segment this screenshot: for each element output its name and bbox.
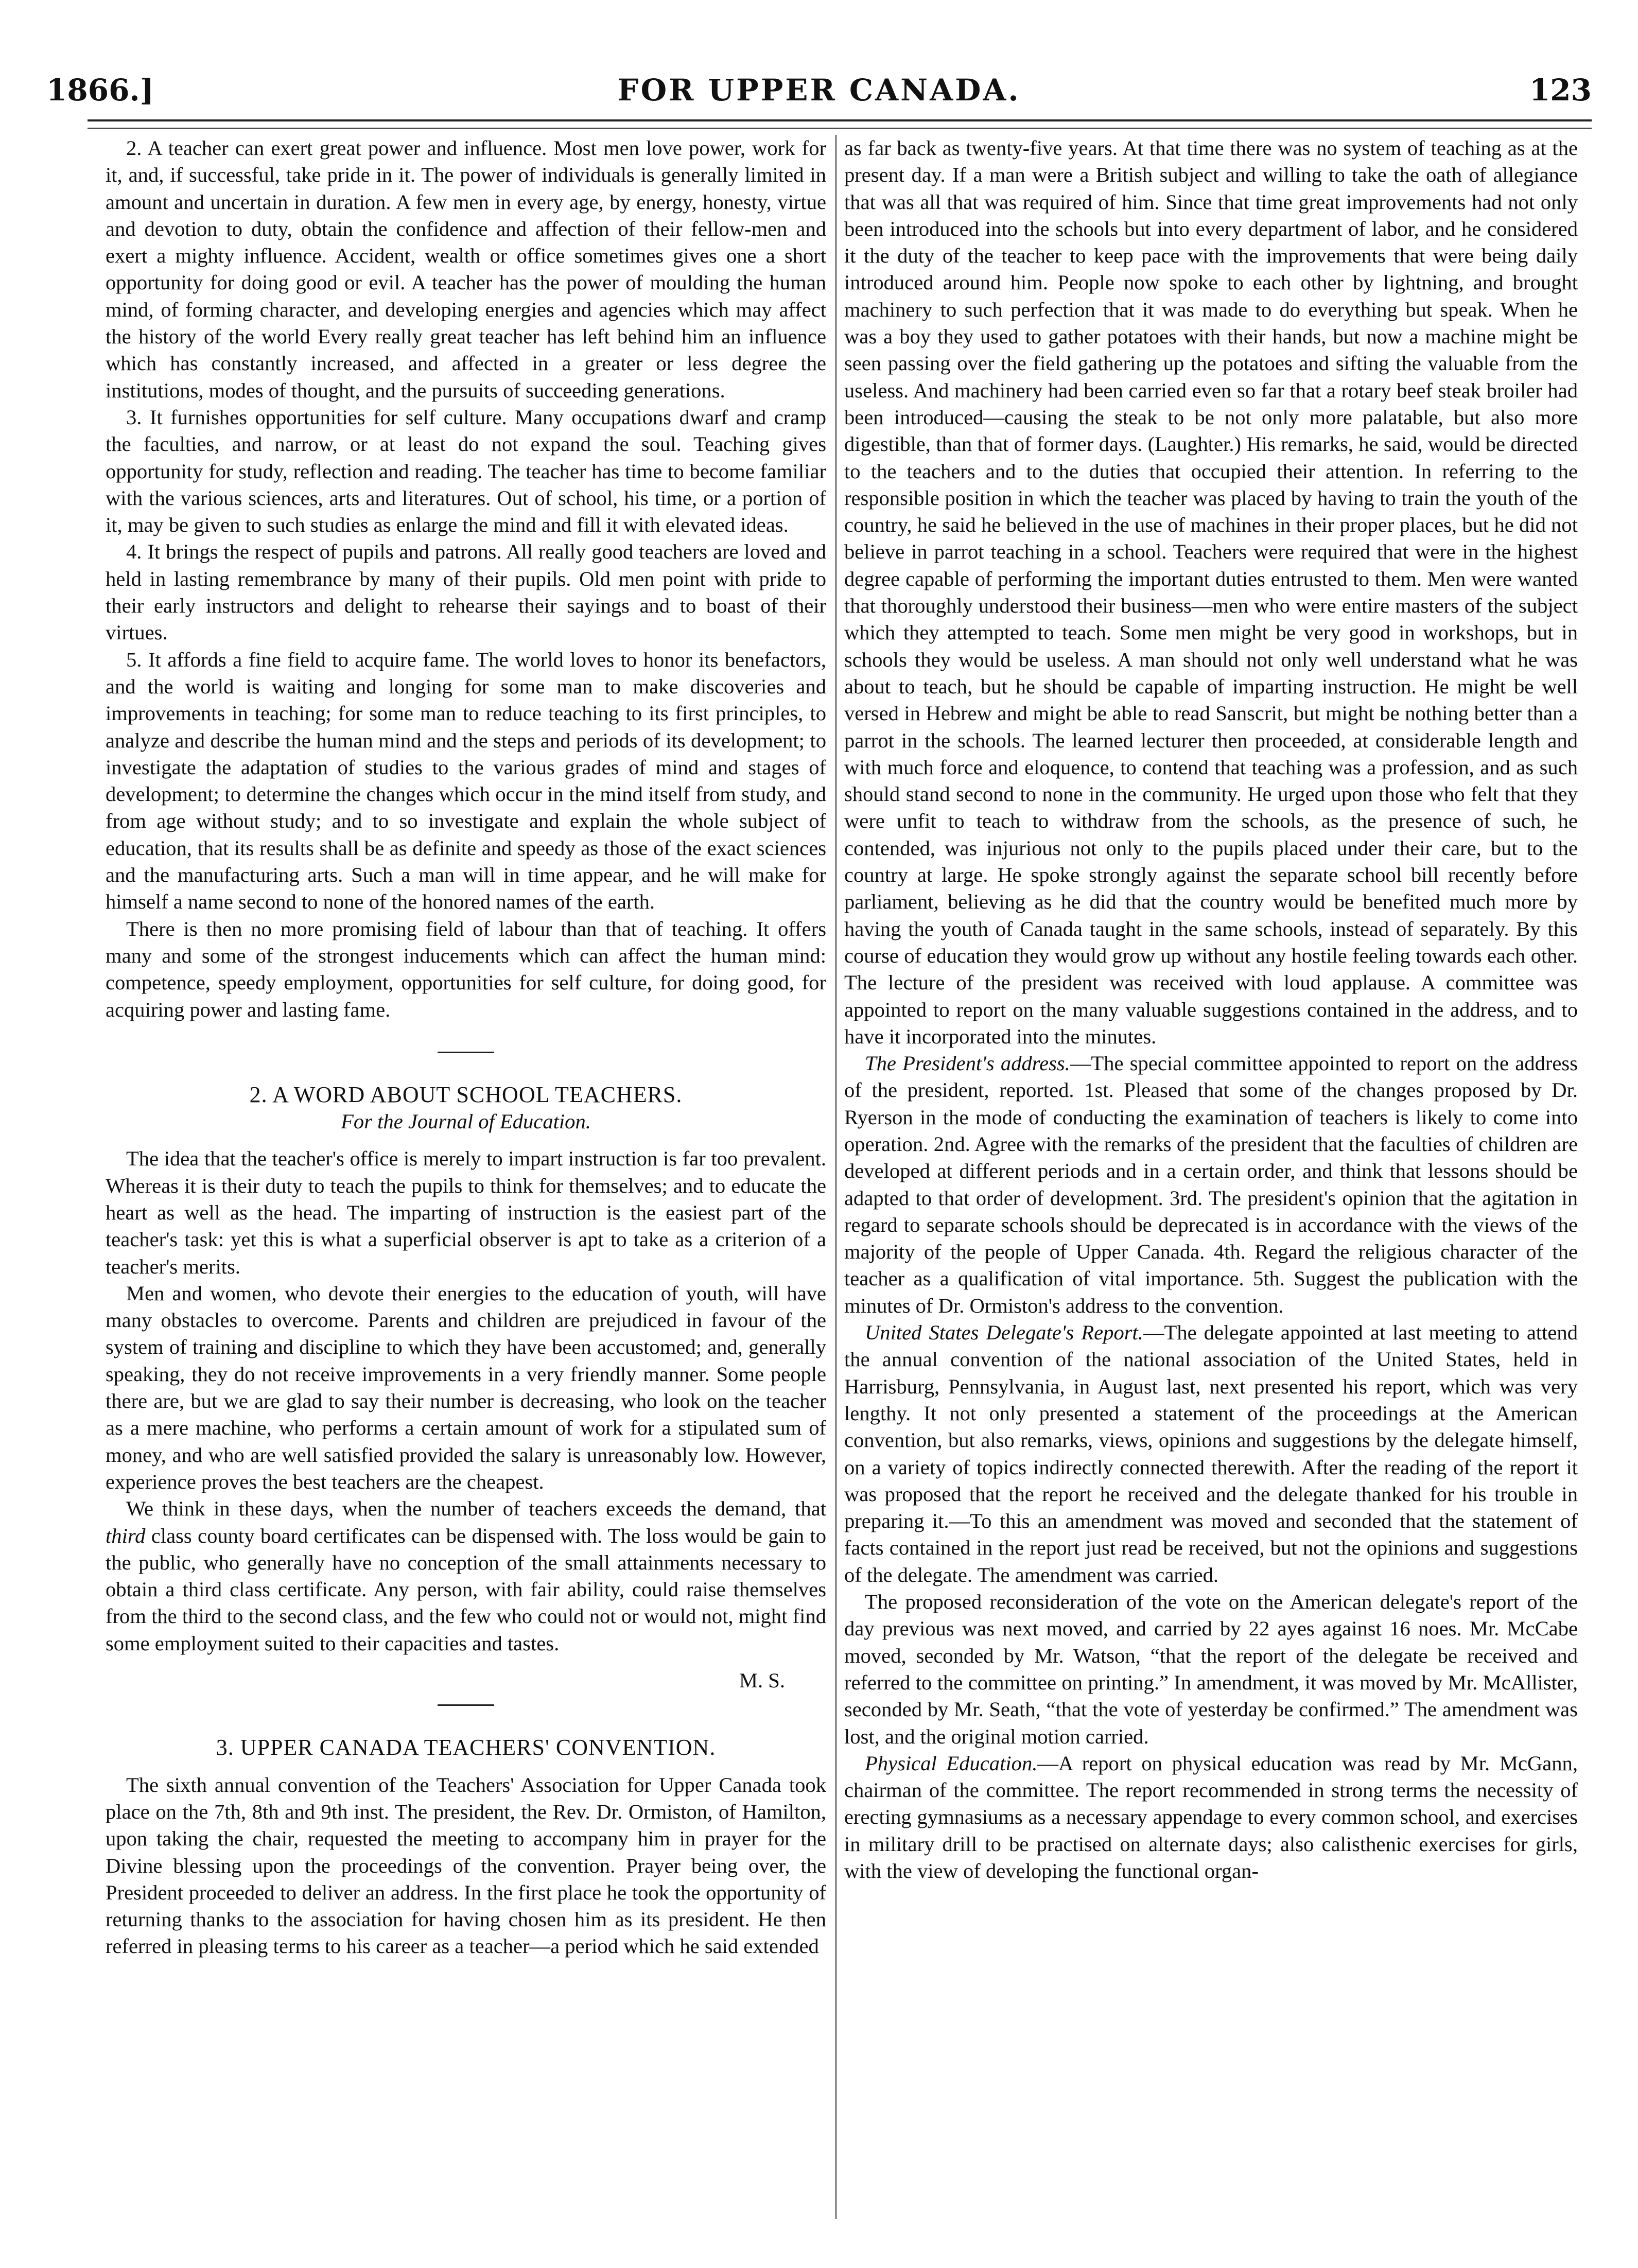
text-run: —The delegate appointed at last meeting to attend the annual convention of the national association of the United States, held in Harrisburg, Pennsylvania, in August last, next presented his report, which was very lengthy. It not only presented a statement of the proceedings at the American convention, but also remarks, views, opinions and suggestions by the delegate himself, on a variety of topics indirectly connected therewith. After the reading of the report it was proposed that the report he received and the delegate thanked for his trouble in preparing it.—To this an amendment was moved and seconded that the statement of facts contained in the report just read be received, but not the opinions and suggestions of the delegate. The amendment was carried. <box>844 1321 1578 1586</box>
text-run: class county board certificates can be dispensed with. The loss would be gain to the public, who generally have no conception of the small attainments necessary to obtain a third class certificate. Any person, with fair ability, could raise themselves from the third to the second class, and the few who could not or would not, might find some employment suited to their capacities and tastes. <box>106 1524 826 1655</box>
paragraph-physical-education <box>844 1750 1578 1885</box>
run-in-heading: Physical Education. <box>865 1751 1038 1775</box>
right-column <box>844 135 1578 2219</box>
section-title-convention: 3. UPPER CANADA TEACHERS' CONVENTION. <box>216 1735 716 1760</box>
author-signature: M. S. <box>739 1669 785 1693</box>
paragraph-convention-opening: The sixth annual convention of the Teachers' Association for Upper Canada took place on the 7th, 8th and 9th inst. The president, the Rev. Dr. Ormiston, of Hamilton, upon taking the chair, requested the meeting to accompany him in prayer for the Divine blessing upon the proceedings of the convention. Prayer being over, the President proceeded to deliver an address. In the first place he took the opportunity of returning thanks to the association for having chosen him as its president. He then referred in pleasing terms to his career as a teacher—a period which he said extended <box>106 1773 826 1958</box>
paragraph-self-culture: 3. It furnishes opportunities for self culture. Many occupations dwarf and cramp the faculties, and narrow, or at least do not expand the soul. Teaching gives opportunity for study, reflection and reading. The teacher has time to become familiar with the various sciences, arts and literatures. Out of school, his time, or a portion of it, may be given to such studies as enlarge the mind and fill it with elevated ideas. <box>106 405 826 537</box>
header-rule-thin <box>88 128 1592 129</box>
text-run: —The special committee appointed to report on the address of the president, reported. 1st. Pleased that some of the changes proposed by Dr. Ryerson in the mode of conducting the examination of teachers is likely to come into operation. 2nd. Agree with the remarks of the president that the faculties of children are developed at different periods and in a certain order, and think that lessons should be adapted to that order of development. 3rd. The president's opinion that the agitation in regard to separate schools should be deprecated is in accordance with the views of the majority of the people of Upper Canada. 4th. Regard the religious character of the teacher as a qualification of vital importance. 5th. Suggest the publication with the minutes of Dr. Ormiston's address to the convention. <box>844 1052 1578 1317</box>
paragraph-conclusion: There is then no more promising field of labour than that of teaching. It offers many and some of the strongest inducements which can affect the human mind: competence, speedy employment, opportunities for self culture, for doing good, for acquiring power and lasting fame. <box>106 917 826 1021</box>
header-title: FOR UPPER CANADA. <box>617 73 1021 108</box>
paragraph-committee-report <box>844 1050 1578 1319</box>
text-run: —A report on physical education was read by Mr. McGann, chairman of the committee. The report recommended in strong terms the necessity of erecting gymnasiums as a necessary appendage to every common school, and exercises in military drill to be practised on alternate days; also calisthenic exercises for girls, with the view of developing the functional organ- <box>844 1751 1578 1882</box>
column-divider <box>835 135 837 2219</box>
paragraph-reconsideration: The proposed reconsideration of the vote on the American delegate's report of the day previous was next moved, and carried by 22 ayes against 16 noes. Mr. McCabe moved, seconded by Mr. Watson, “that the report of the delegate be received and referred to the committee on printing.” In amendment, it was moved by Mr. McAllister, seconded by Mr. Seath, “that the vote of yesterday be confirmed.” The amendment was lost, and the original motion carried. <box>844 1590 1578 1748</box>
paragraph-influence: 2. A teacher can exert great power and influence. Most men love power, work for it, and, if successful, take pride in it. The power of individuals is generally limited in amount and uncertain in duration. A few men in every age, by energy, honesty, virtue and devotion to duty, obtain the confidence and affection of their fellow-men and exert a mighty influence. Accident, wealth or office sometimes gives one a short opportunity for doing good or evil. A teacher has the power of moulding the human mind, of forming character, and developing energies and agencies which may affect the history of the world Every really great teacher has left behind him an influence which has constantly increased, and affected in a greater or less degree the institutions, modes of thought, and the pursuits of succeeding generations. <box>106 136 826 402</box>
paragraph-obstacles: Men and women, who devote their energies to the education of youth, will have many obstacles to overcome. Parents and children are prejudiced in favour of the system of training and discipline to which they have been accustomed; and, generally speaking, they do not receive improvements in a very friendly manner. Some people there are, but we are glad to say their number is decreasing, who look on the teacher as a mere machine, who performs a certain amount of work for a stipulated sum of money, and who are well satisfied provided the salary is unreasonably low. However, experience proves the best teachers are the cheapest. <box>106 1281 826 1493</box>
left-column <box>106 135 826 2219</box>
paragraph-teachers-office: The idea that the teacher's office is merely to impart instruction is far too prevalent. Whereas it is their duty to teach the pupils to think for themselves; and to educate the heart as well as the head. The imparting of instruction is the easiest part of the teacher's task: yet this is what a superficial observer is apt to take as a criterion of a teacher's merits. <box>106 1147 826 1278</box>
section-byline: For the Journal of Education. <box>341 1110 591 1133</box>
paragraph-certificates <box>106 1495 826 1657</box>
italic-word: third <box>106 1524 146 1547</box>
paragraph-fame: 5. It affords a fine field to acquire fame. The world loves to honor its benefactors, and the world is waiting and longing for some man to make discoveries and improvements in teaching; for some man to reduce teaching to its first principles, to analyze and describe the human mind and the steps and periods of its development; to investigate the adaptation of studies to the various grades of mind and stages of development; to determine the changes which occur in the mind itself from study, and from age without study; and to so investigate and explain the whole subject of education, that its results shall be as definite and speedy as those of the exact sciences and the manufacturing arts. Such a man will in time appear, and he will make for himself a name second to none of the honored names of the earth. <box>106 648 826 914</box>
run-in-heading: United States Delegate's Report. <box>865 1321 1143 1345</box>
paragraph-delegate-report <box>844 1319 1578 1589</box>
text-run: We think in these days, when the number of teachers exceeds the demand, that <box>126 1497 826 1521</box>
header-rule <box>88 119 1592 121</box>
section-title-school-teachers: 2. A WORD ABOUT SCHOOL TEACHERS. <box>249 1081 683 1107</box>
page-number: 123 <box>1529 73 1592 108</box>
header-date: 1866.] <box>46 73 154 108</box>
paragraph-respect: 4. It brings the respect of pupils and patrons. All really good teachers are loved and held in lasting remembrance by many of their pupils. Old men point with pride to their early instructors and delight to rehearse their sayings and to boast of their virtues. <box>106 540 826 644</box>
run-in-heading: The President's address. <box>865 1052 1070 1075</box>
paragraph-president-address: as far back as twenty-five years. At that time there was no system of teaching as at the present day. If a man were a British subject and willing to take the oath of allegiance that was all that was required of him. Since that time great improvements had not only been introduced into the schools but into every department of labor, and he considered it the duty of the teacher to keep pace with the improvements that were being daily introduced around him. People now spoke to each other by lightning, and brought machinery to such perfection that it was made to do everything but speak. When he was a boy they used to gather potatoes with their hands, but now a machine might be seen passing over the field gathering up the potatoes and sifting the valuable from the useless. And machinery had been carried even so far that a rotary beef steak broiler had been introduced—causing the steak to be not only more palatable, but also more digestible, than that of former days. (Laughter.) His remarks, he said, would be directed to the teachers and to the duties that occupied their attention. In referring to the responsible position in which the teacher was placed by having to train the youth of the country, he said he believed in the use of machines in their proper places, but he did not believe in parrot teaching in a school. Teachers were required that were in the highest degree capable of performing the important duties entrusted to them. Men were wanted that thoroughly understood their business—men who were entire masters of the subject which they attempted to teach. Some men might be very good in workshops, but in schools they would be useless. A man should not only well understand what he was about to teach, but he should be capable of imparting instruction. He might be well versed in Hebrew and might be able to read Sanscrit, but might be nothing better than a parrot in the schools. The learned lecturer then proceeded, at considerable length and with much force and eloquence, to contend that teaching was a profession, and as such should stand second to none in the community. He urged upon those who felt that they were unfit to teach to withdraw from the schools, as the presence of such, he contended, was injurious not only to the pupils placed under their care, but to the country at large. He spoke strongly against the separate school bill recently before parliament, believing as he did that the country would be benefited much more by having the youth of Canada taught in the same schools, instead of separately. By this course of education they would grow up without any hostile feeling towards each other. The lecture of the president was received with loud applause. A committee was appointed to report on the many valuable suggestions contained in the address, and to have it incorporated into the minutes. <box>844 136 1578 1048</box>
running-head <box>46 67 1592 113</box>
